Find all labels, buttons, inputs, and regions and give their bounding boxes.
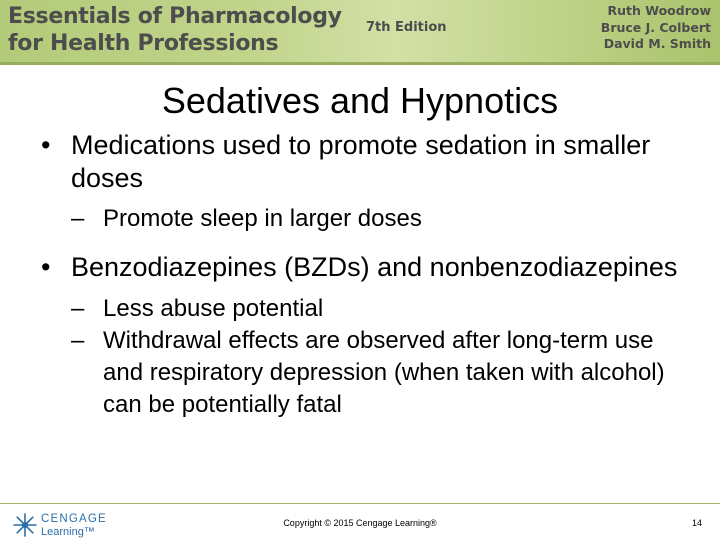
sub-bullet-list bbox=[71, 203, 700, 235]
header-divider bbox=[0, 62, 720, 65]
footer-divider bbox=[0, 503, 720, 504]
sub-bullet-item bbox=[71, 325, 700, 421]
cengage-logo-icon bbox=[12, 512, 38, 538]
sub-bullet-text: Withdrawal effects are observed after long-term use and respiratory depression (when taken with alcohol) can be potentially fatal bbox=[103, 326, 665, 418]
edition-label: 7th Edition bbox=[366, 20, 447, 35]
sub-bullet-list bbox=[71, 293, 700, 421]
logo-subtext bbox=[41, 526, 95, 538]
logo-subtext-word: Learning bbox=[41, 526, 84, 538]
logo-wordmark: CENGAGE bbox=[41, 513, 107, 525]
cengage-logo bbox=[12, 511, 122, 539]
author-1: Ruth Woodrow bbox=[607, 3, 711, 18]
book-title bbox=[8, 3, 342, 57]
sub-bullet-text: Promote sleep in larger doses bbox=[103, 205, 422, 232]
bullet-item bbox=[40, 251, 700, 421]
sub-bullet-item bbox=[71, 293, 700, 325]
dash-marker: – bbox=[71, 326, 85, 354]
copyright-notice: Copyright © 2015 Cengage Learning® bbox=[283, 518, 437, 528]
header-banner bbox=[0, 0, 720, 62]
sub-bullet-item bbox=[71, 203, 700, 235]
dash-marker: – bbox=[71, 205, 85, 232]
dash-marker: – bbox=[71, 294, 85, 322]
author-list bbox=[601, 3, 711, 53]
sub-bullet-text: Less abuse potential bbox=[103, 294, 324, 322]
logo-trademark: ™ bbox=[83, 526, 95, 538]
page-number: 14 bbox=[691, 518, 702, 528]
bullet-list bbox=[40, 129, 700, 421]
book-title-line-1: Essentials of Pharmacology bbox=[8, 4, 342, 29]
bullet-text: Medications used to promote sedation in smaller doses bbox=[71, 130, 651, 193]
bullet-text: Benzodiazepines (BZDs) and nonbenzodiazepines bbox=[71, 252, 678, 282]
author-2: Bruce J. Colbert bbox=[600, 19, 711, 35]
bullet-marker: • bbox=[41, 252, 51, 282]
book-title-line-2: for Health Professions bbox=[8, 31, 279, 56]
slide-title: Sedatives and Hypnotics bbox=[161, 80, 559, 121]
bullet-marker: • bbox=[41, 130, 51, 160]
bullet-item bbox=[40, 129, 700, 235]
author-3: David M. Smith bbox=[603, 36, 711, 51]
